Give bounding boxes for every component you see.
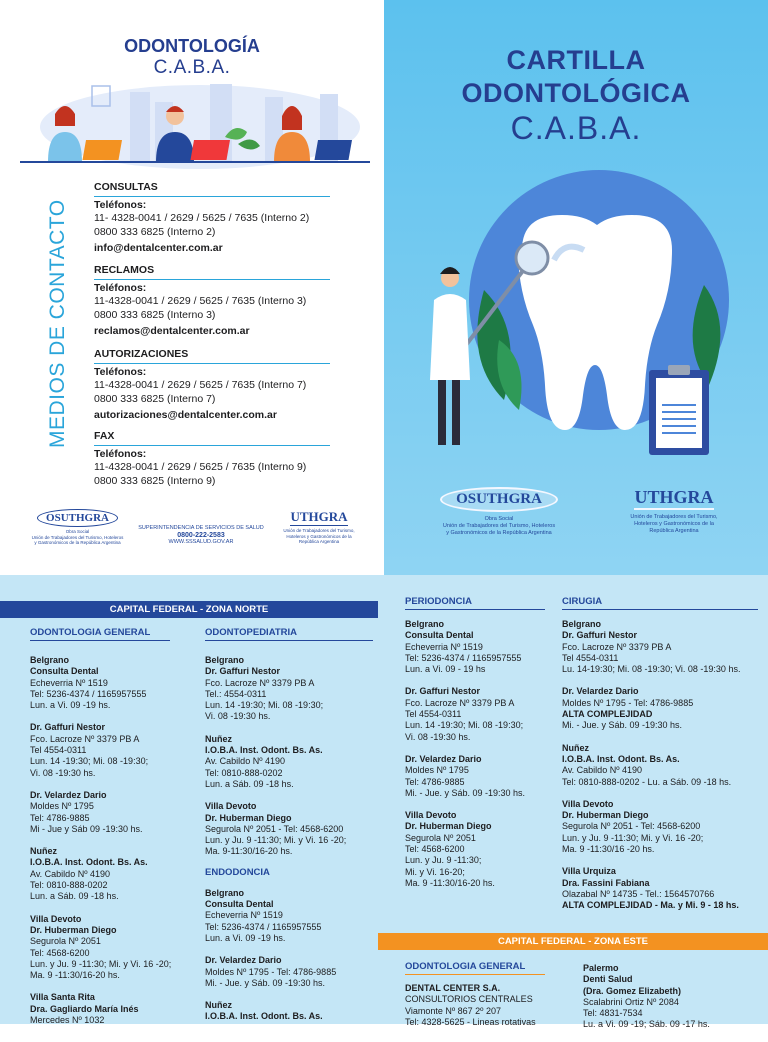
entry-line: Lun. a Sáb. 09 -18 hs.: [205, 778, 294, 789]
provider-entry: [205, 955, 373, 989]
phones-label: Teléfonos:: [94, 281, 147, 294]
sss-web: WWW.SSSALUD.GOV.AR: [168, 539, 234, 545]
entry-line: Tel: 0810-888-0202: [30, 880, 108, 891]
entry-line: Moldes Nº 1795 - Tel: 4786-9885: [205, 966, 337, 977]
provider-entry: [205, 888, 373, 944]
entry-line: I.O.B.A. Inst. Odont. Bs. As.: [205, 1011, 323, 1022]
phone-line: 0800 333 6825 (Interno 3): [94, 308, 216, 321]
provider-entry: [30, 846, 170, 902]
superintendencia-box: [136, 525, 266, 546]
entry-line: I.O.B.A. Inst. Odont. Bs. As.: [562, 753, 680, 764]
section-heading: AUTORIZACIONES: [94, 348, 330, 364]
entry-line: Dr. Huberman Diego: [205, 812, 292, 823]
odontopediatria-column: [205, 627, 373, 1034]
entry-line: Av. Cabildo Nº 4190: [205, 756, 286, 767]
provider-entry: [562, 866, 758, 911]
cover-panel: [384, 0, 768, 575]
entry-line: Dra. Gagliardo María Inés: [30, 1003, 139, 1014]
entry-line: Lun. a Vi. 09 -19 hs.: [205, 932, 286, 943]
column-heading: PERIODONCIA: [405, 596, 545, 610]
entry-line: Segurola Nº 2051 - Tel: 4568-6200: [562, 821, 701, 832]
entry-line: Vi. 08 -19:30 hs.: [405, 731, 471, 742]
entry-title: Nuñez: [30, 846, 57, 857]
entry-line: Tel: 0810-888-0202 - Lu. a Sáb. 09 -18 hs.: [562, 776, 732, 787]
entry-line: Lun. 14 -19:30; Mi. 08 -19:30;: [205, 700, 324, 711]
provider-entry: [562, 743, 758, 788]
section-heading: FAX: [94, 430, 330, 446]
entries: [583, 963, 763, 1031]
entry-line: Mercedes Nº 1032: [30, 1015, 105, 1026]
entry-title: Villa Devoto: [205, 801, 257, 812]
panel-subtitle: C.A.B.A.: [153, 57, 231, 78]
entry-line: Lun. 14 -19:30; Mi. 08 -19:30;: [30, 756, 149, 767]
entry-line: Dr. Huberman Diego: [30, 924, 117, 935]
osuthgra-caption: Obra Social Unión de Trabajadores del Turismo, Hoteleros y Gastronómicos de la República Argentina: [31, 529, 124, 545]
provider-entry: [583, 963, 763, 1031]
entry-line: Lu. 14-19:30; Mi. 08 -19:30; Vi. 08 -19:30 hs.: [562, 664, 741, 675]
uthgra-caption: Unión de Trabajadores del Turismo, Hoteleros y Gastronómicos de la República Argentina: [283, 528, 355, 544]
entry-title: Nuñez: [562, 742, 589, 753]
entry-line: ALTA COMPLEJIDAD: [562, 709, 653, 720]
provider-entry: [30, 992, 170, 1026]
entry-line: Consulta Dental: [205, 899, 274, 910]
entries: [205, 655, 373, 858]
entry-line: Ma. 9-11:30/16-20 hs.: [205, 846, 293, 857]
provider-entry: [205, 1000, 373, 1023]
entry-line: Olazabal Nº 14735 - Tel.: 1564570766: [562, 888, 715, 899]
entry-line: Tel: 4568-6200: [405, 844, 465, 855]
entry-title: Belgrano: [30, 655, 70, 665]
entry-line: Fco. Lacroze Nº 3379 PB A: [562, 641, 672, 652]
entry-line: Tel.: 4554-0311: [205, 688, 267, 699]
este-palermo-column: [583, 963, 763, 1042]
zona-este-banner: CAPITAL FEDERAL - ZONA ESTE: [378, 933, 768, 950]
entry-line: Moldes Nº 1795: [405, 765, 469, 776]
entry-title: DENTAL CENTER S.A.: [405, 983, 501, 993]
section-heading: RECLAMOS: [94, 264, 330, 280]
entry-line: Dr. Gaffuri Nestor: [562, 630, 638, 641]
entry-line: Lu. a Vi. 09 -19; Sáb. 09 -17 hs.: [583, 1019, 710, 1030]
provider-entry: [30, 790, 170, 835]
entry-line: I.O.B.A. Inst. Odont. Bs. As.: [30, 857, 148, 868]
entries: [405, 619, 545, 889]
provider-entry: [405, 983, 545, 1028]
entry-title: Dr. Velardez Dario: [205, 955, 282, 966]
uthgra-caption: Unión de Trabajadores del Turismo, Hoteleros y Gastronómicos de la República Argentina: [630, 514, 718, 534]
entry-line: Lun. a Vi. 09 - 19 hs: [405, 664, 486, 675]
consultas-section: [94, 181, 330, 256]
entry-line: Tel: 4328-5625 - Lineas rotativas: [405, 1016, 536, 1027]
phones-label: Teléfonos:: [94, 447, 147, 460]
periodoncia-column: [405, 596, 545, 900]
provider-entry: [405, 686, 545, 742]
entry-line: Moldes Nº 1795: [30, 801, 94, 812]
sss-name: SUPERINTENDENCIA DE SERVICIOS DE SALUD: [138, 525, 264, 531]
entry-line: Vi. 08 -19:30 hs.: [205, 711, 271, 722]
entry-line: Tel: 4786-9885: [30, 812, 90, 823]
phone-line: 11-4328-0041 / 2629 / 5625 / 7635 (Interno 3): [94, 295, 307, 307]
provider-entry: [562, 799, 758, 855]
cover-title-line3: C.A.B.A.: [510, 110, 642, 146]
entry-line: Fco. Lacroze Nº 3379 PB A: [405, 697, 515, 708]
entry-title: Dr. Velardez Dario: [30, 789, 107, 800]
osuthgra-wordmark: OSUTHGRA: [440, 487, 558, 512]
entry-line: Mi. y Vi. 16-20;: [405, 866, 465, 877]
cirugia-column: [562, 596, 758, 923]
entry-line: CONSULTORIOS CENTRALES: [405, 994, 533, 1005]
odontologia-general-column: [30, 627, 170, 1037]
provider-entry: [405, 810, 545, 889]
entry-line: Vi. 08 -19:30 hs.: [30, 767, 96, 778]
entry-line: Segurola Nº 2051: [30, 936, 101, 947]
provider-entry: [30, 655, 170, 711]
entry-line: Lun. y Ju. 9 -11:30; Mi. y Vi. 16 -20;: [205, 835, 347, 846]
entry-title: Nuñez: [205, 1000, 232, 1011]
entry-line: Tel 4554-0311: [405, 709, 462, 720]
entry-line: Tel 4554-0311: [30, 745, 87, 756]
email-link[interactable]: reclamos@dentalcenter.com.ar: [94, 325, 250, 337]
call-center-illustration: [20, 72, 370, 167]
entry-title: Dr. Gaffuri Nestor: [30, 722, 106, 733]
phone-line: 0800 333 6825 (Interno 2): [94, 225, 216, 238]
directory-section: [0, 575, 768, 1030]
uthgra-logo-cover: [599, 487, 749, 535]
entry-line: Ma. 9 -11:30/16-20 hs.: [30, 970, 120, 981]
section-heading: CONSULTAS: [94, 181, 330, 197]
entry-line: Echeverria Nº 1519: [205, 910, 283, 921]
provider-entry: [562, 686, 758, 731]
zona-norte-banner: CAPITAL FEDERAL - ZONA NORTE: [0, 601, 378, 618]
provider-entry: [205, 801, 373, 857]
entry-line: Tel: 4831-7534: [583, 1008, 643, 1019]
entry-line: Lun. a Sáb. 09 -18 hs.: [30, 891, 119, 902]
phone-line: 0800 333 6825 (Interno 7): [94, 392, 216, 405]
column-heading: ODONTOLOGIA GENERAL: [30, 627, 170, 641]
entries: [405, 983, 545, 1028]
uthgra-wordmark: UTHGRA: [290, 509, 348, 524]
entry-line: Mi. - Jue. y Sáb. 09 -19:30 hs.: [405, 787, 526, 798]
column-heading: ODONTOPEDIATRIA: [205, 627, 373, 641]
entry-line: Tel: 0810-888-0202: [205, 767, 283, 778]
provider-entry: [405, 754, 545, 799]
entry-title: Nuñez: [205, 733, 232, 744]
provider-entry: [30, 722, 170, 778]
entry-line: Denti Salud: [583, 974, 633, 985]
entry-line: Av. Cabildo Nº 4190: [562, 765, 643, 776]
entry-title: Dr. Gaffuri Nestor: [405, 686, 481, 697]
entry-line: Dr. Huberman Diego: [562, 810, 649, 821]
entry-line: I.O.B.A. Inst. Odont. Bs. As.: [205, 745, 323, 756]
phone-line: 11-4328-0041 / 2629 / 5625 / 7635 (Interno 9): [94, 461, 307, 473]
phone-line: 0800 333 6825 (Interno 9): [94, 474, 216, 487]
entry-line: Consulta Dental: [405, 630, 474, 641]
entry-title: Belgrano: [405, 619, 445, 629]
entry-title: Villa Santa Rita: [30, 992, 95, 1003]
entry-title: Palermo: [583, 963, 619, 973]
osuthgra-logo: [30, 508, 125, 546]
entry-title: Belgrano: [562, 619, 602, 629]
phones-label: Teléfonos:: [94, 198, 147, 211]
entry-line: Tel: 5236-4374 / 1165957555: [405, 652, 522, 663]
entry-line: Lun. y Ju. 9 -11:30; Mi. y Vi. 16 -20;: [30, 958, 172, 969]
cover-title-line2: ODONTOLÓGICA: [461, 78, 691, 108]
entry-title: Villa Urquiza: [562, 866, 616, 877]
entry-line: Mi. - Jue. y Sáb. 09 -19:30 hs.: [562, 720, 683, 731]
provider-entry: [562, 619, 758, 675]
entry-line: Ma. 9 -11:30/16 -20 hs.: [562, 844, 655, 855]
entry-line: (Dra. Gomez Elizabeth): [583, 985, 682, 996]
entries: [205, 888, 373, 1023]
column-heading: ODONTOLOGIA GENERAL: [405, 961, 545, 975]
reclamos-section: [94, 264, 330, 339]
entry-line: Av. Cabildo Nº 4190: [30, 868, 111, 879]
osuthgra-caption: Obra Social Unión de Trabajadores del Turismo, Hoteleros y Gastronómicos de la República Argentina: [442, 516, 556, 536]
entry-line: Segurola Nº 2051: [405, 832, 476, 843]
entry-line: Viamonte Nº 867 2º 207: [405, 1005, 501, 1016]
entry-line: ALTA COMPLEJIDAD - Ma. y Mi. 9 - 18 hs.: [562, 900, 739, 911]
osuthgra-logo-cover: [414, 487, 584, 537]
contact-vertical-label: MEDIOS DE CONTACTO: [46, 199, 69, 448]
entries: [30, 655, 170, 1026]
phones-label: Teléfonos:: [94, 365, 147, 378]
column-heading-endodoncia: ENDODONCIA: [205, 866, 270, 878]
entry-line: Mi - Jue y Sáb 09 -19:30 hs.: [30, 823, 143, 834]
provider-entry: [205, 655, 373, 723]
entry-line: Moldes Nº 1795 - Tel: 4786-9885: [562, 697, 694, 708]
entry-title: Dr. Velardez Dario: [405, 753, 482, 764]
entry-line: Lun. a Vi. 09 -19 hs.: [30, 700, 111, 711]
dentist-tooth-illustration: [404, 170, 754, 470]
entry-line: Dr. Huberman Diego: [405, 821, 492, 832]
entry-line: Lun. 14 -19:30; Mi. 08 -19:30;: [405, 720, 524, 731]
entry-line: Tel: 5236-4374 / 1165957555: [205, 921, 322, 932]
entry-title: Villa Devoto: [562, 798, 614, 809]
entry-line: Tel: 4568-6200: [30, 947, 90, 958]
entries: [562, 619, 758, 912]
email-link[interactable]: autorizaciones@dentalcenter.com.ar: [94, 409, 277, 421]
osuthgra-wordmark: OSUTHGRA: [37, 509, 118, 527]
entry-line: Scalabrini Ortiz Nº 2084: [583, 996, 679, 1007]
contact-panel: [0, 0, 384, 575]
entry-line: Fco. Lacroze Nº 3379 PB A: [205, 677, 315, 688]
provider-entry: [405, 619, 545, 675]
phone-line: 11-4328-0041 / 2629 / 5625 / 7635 (Interno 7): [94, 379, 307, 391]
sss-phone: 0800-222-2583: [177, 532, 225, 539]
provider-entry: [205, 734, 373, 790]
phone-line: 11- 4328-0041 / 2629 / 5625 / 7635 (Interno 2): [94, 212, 310, 224]
logos-row: [0, 503, 384, 553]
entry-title: Villa Devoto: [405, 810, 457, 821]
entry-line: Dra. Fassini Fabiana: [562, 877, 650, 888]
autorizaciones-section: [94, 348, 330, 423]
fax-section: [94, 430, 330, 488]
entry-line: Segurola Nº 2051 - Tel: 4568-6200: [205, 823, 344, 834]
entry-title: Villa Devoto: [30, 913, 82, 924]
entry-line: Ma. 9 -11:30/16-20 hs.: [405, 877, 495, 888]
entry-line: Lun. y Ju. 9 -11:30;: [405, 855, 482, 866]
cover-title-line1: CARTILLA: [506, 45, 646, 75]
entry-line: Consulta Dental: [30, 666, 99, 677]
uthgra-wordmark: UTHGRA: [634, 487, 713, 510]
entry-line: Lun. y Ju. 9 -11:30; Mi. y Vi. 16 -20;: [562, 832, 704, 843]
entry-title: Dr. Velardez Dario: [562, 686, 639, 697]
entry-line: Echeverria Nº 1519: [30, 677, 108, 688]
este-general-column: [405, 961, 545, 1039]
entry-title: Belgrano: [205, 887, 245, 898]
entry-line: Tel: 5236-4374 / 1165957555: [30, 688, 147, 699]
email-link[interactable]: info@dentalcenter.com.ar: [94, 242, 223, 254]
entry-line: Echeverria Nº 1519: [405, 641, 483, 652]
panel-title: ODONTOLOGÍA: [124, 36, 260, 56]
entry-line: Tel: 4786-9885: [405, 776, 465, 787]
entry-line: Tel 4554-0311: [562, 652, 619, 663]
entry-title: Belgrano: [205, 655, 245, 665]
provider-entry: [30, 914, 170, 982]
entry-line: Dr. Gaffuri Nestor: [205, 666, 281, 677]
entry-line: Fco. Lacroze Nº 3379 PB A: [30, 733, 140, 744]
column-heading: CIRUGIA: [562, 596, 758, 610]
entry-line: Mi. - Jue. y Sáb. 09 -19:30 hs.: [205, 977, 326, 988]
uthgra-logo: [274, 508, 364, 545]
